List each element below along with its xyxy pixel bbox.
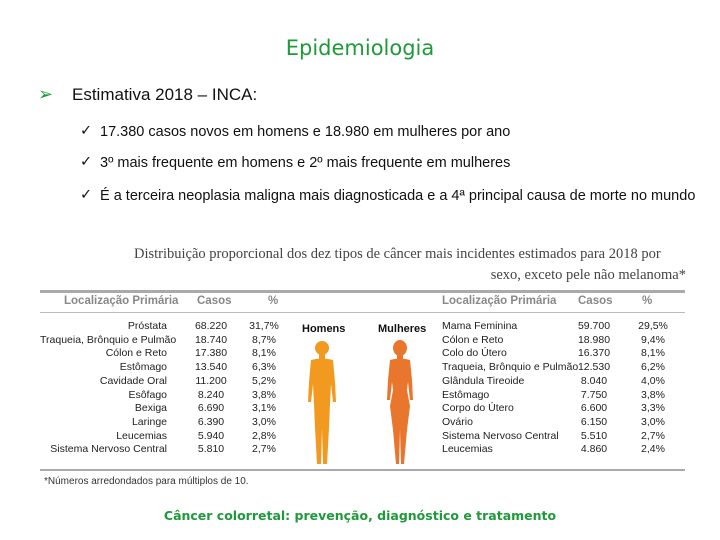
women-cases: 7.750 (580, 388, 608, 401)
men-pct: 3,0% (252, 415, 276, 428)
women-cases: 8.040 (580, 374, 608, 387)
women-cases: 6.150 (580, 415, 608, 428)
checkmark-icon: ✓ (80, 154, 93, 170)
women-pct: 6,2% (641, 361, 665, 374)
men-pct: 6,3% (252, 361, 276, 374)
men-site: Estômago (119, 361, 167, 374)
women-location-header: Localização Primária (442, 295, 557, 307)
men-cases: 6.390 (197, 415, 225, 428)
women-pct: 29,5% (638, 320, 668, 332)
women-sites-column (442, 320, 579, 457)
men-cases: 6.690 (197, 402, 225, 415)
men-pct: 3,1% (252, 402, 276, 415)
men-pct: 2,8% (252, 429, 276, 442)
women-pct: 4,0% (641, 374, 665, 387)
women-cases-column (572, 320, 616, 457)
sub-bullet-text: 3º mais frequente em homens e 2º mais frequente em mulheres (100, 155, 511, 171)
men-cases-column (190, 320, 232, 457)
men-percent-column (247, 320, 281, 457)
men-site: Bexiga (134, 402, 167, 415)
men-pct: 2,7% (252, 443, 276, 456)
men-cases: 17.380 (194, 347, 228, 360)
men-site: Traqueia, Brônquio e Pulmão (40, 333, 177, 346)
sub-bullet-2 (80, 154, 700, 173)
men-cases: 11.200 (195, 374, 227, 387)
men-site: Laringe (131, 415, 167, 428)
women-pct: 9,4% (641, 333, 665, 346)
women-cases: 4.860 (580, 443, 608, 456)
women-site: Sistema Nervoso Central (442, 429, 559, 442)
women-site: Cólon e Reto (442, 333, 504, 346)
women-percent-header: % (642, 295, 653, 307)
men-site: Esôfago (128, 388, 167, 401)
men-label: Homens (302, 323, 346, 335)
men-site: Próstata (127, 320, 167, 332)
men-pct: 8,7% (252, 333, 276, 346)
men-cases-header: Casos (197, 295, 232, 307)
men-pct: 5,2% (252, 374, 276, 387)
men-site: Sistema Nervoso Central (50, 443, 167, 456)
women-site: Estômago (442, 388, 490, 401)
women-cases: 5.510 (580, 429, 608, 442)
main-bullet (38, 84, 257, 105)
women-cases: 59.700 (577, 320, 611, 332)
women-site: Ovário (442, 415, 473, 428)
table-bottom-rule (40, 469, 685, 471)
main-bullet-text: Estimativa 2018 – INCA: (72, 84, 258, 104)
figure-caption-line2: sexo, exceto pele não melanoma* (490, 267, 686, 283)
arrow-bullet-icon: ➢ (38, 84, 54, 104)
men-pct: 3,8% (252, 388, 276, 401)
men-pct: 8,1% (252, 347, 276, 360)
women-cases-header: Casos (578, 295, 613, 307)
women-cases: 18.980 (577, 333, 611, 346)
figure-caption-line1: Distribuição proporcional dos dez tipos de câncer mais incidentes estimados para 2018 por (134, 246, 661, 262)
women-site: Traqueia, Brônquio e Pulmão (442, 361, 579, 374)
men-site: Cólon e Reto (105, 347, 167, 360)
women-cases: 12.530 (577, 361, 611, 374)
men-cases: 13.540 (194, 361, 228, 374)
women-pct: 2,7% (641, 429, 665, 442)
men-cases: 18.740 (194, 333, 228, 346)
women-pct: 3,8% (641, 388, 665, 401)
men-cases: 5.940 (197, 429, 225, 442)
women-pct: 3,0% (641, 415, 665, 428)
men-location-header: Localização Primária (64, 295, 179, 307)
women-pct: 2,4% (641, 443, 665, 456)
women-site: Glândula Tireoide (442, 374, 525, 387)
slide-title: Epidemiologia (285, 36, 435, 60)
women-site: Leucemias (442, 443, 493, 456)
women-pct: 8,1% (641, 347, 665, 360)
sub-bullet-3 (80, 187, 700, 206)
table-top-rule (40, 290, 685, 293)
female-figure-icon (383, 340, 417, 468)
men-site: Cavidade Oral (99, 374, 167, 387)
cancer-incidence-table (40, 290, 685, 470)
checkmark-icon: ✓ (80, 187, 93, 203)
male-figure-icon (305, 340, 339, 468)
figure-caption (134, 246, 686, 284)
sub-bullet-text: É a terceira neoplasia maligna mais diagnosticada e a 4ª principal causa de morte no mundo (100, 188, 696, 204)
women-percent-column (634, 320, 672, 457)
men-sites-column (40, 320, 177, 457)
men-pct: 31,7% (249, 320, 279, 332)
women-site: Colo do Útero (442, 347, 507, 360)
women-cases: 6.600 (580, 402, 608, 415)
men-percent-header: % (268, 295, 279, 307)
sub-bullet-text: 17.380 casos novos em homens e 18.980 em mulheres por ano (100, 124, 511, 140)
men-site: Leucemias (116, 429, 167, 442)
men-cases: 8.240 (197, 388, 225, 401)
women-label: Mulheres (378, 323, 427, 335)
women-site: Corpo do Útero (442, 402, 514, 415)
checkmark-icon: ✓ (80, 123, 93, 139)
women-site: Mama Feminina (442, 320, 518, 332)
table-header-rule (40, 312, 685, 313)
women-cases: 16.370 (577, 347, 611, 360)
men-cases: 5.810 (197, 443, 225, 456)
table-footnote: *Números arredondados para múltiplos de 10. (44, 476, 249, 487)
slide-footer: Câncer colorretal: prevenção, diagnóstico e tratamento (163, 508, 557, 523)
women-pct: 3,3% (641, 402, 665, 415)
men-cases: 68.220 (194, 320, 228, 332)
sub-bullet-1 (80, 123, 700, 142)
